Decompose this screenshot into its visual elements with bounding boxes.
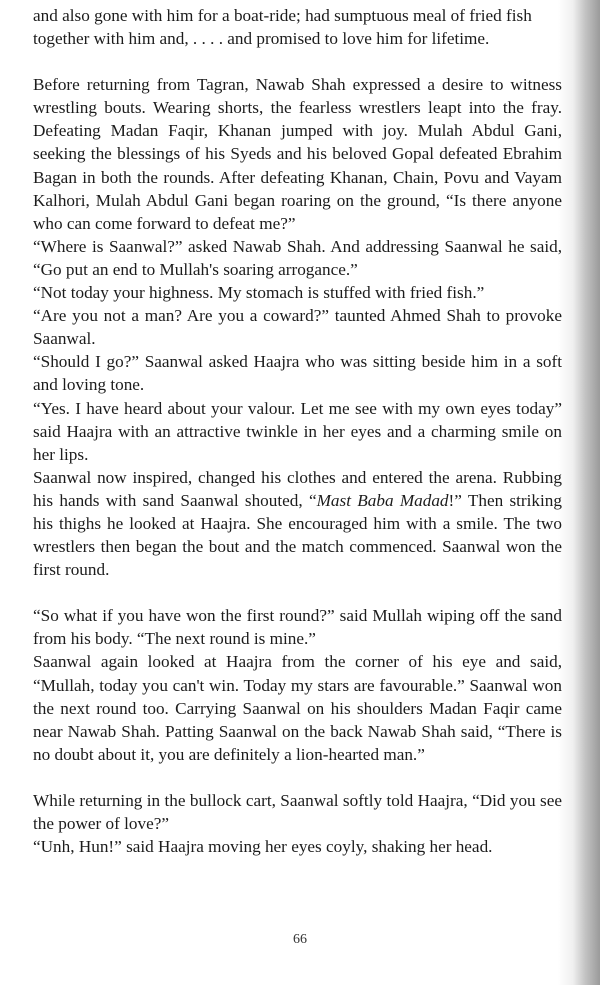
paragraph-8-start: Saanwal now inspired, changed his clothes and entered the arena. Rubbing his hands with sand Saanwal shouted, “ — [33, 467, 562, 510]
paragraph-8 — [33, 466, 562, 581]
paragraph-6: “Should I go?” Saanwal asked Haajra who was sitting beside him in a soft and loving tone. — [33, 352, 562, 395]
paragraph-7: “Yes. I have heard about your valour. Let me see with my own eyes today” said Haajra with an attractive twinkle in her eyes and a charming smile on her lips. — [33, 398, 562, 464]
paragraph-8-end: !” Then striking his thighs he looked at Haajra. She encouraged him with a smile. The two wrestlers then began the bout and the match commenced. Saanwal won the first round. — [33, 490, 562, 580]
paragraph-5: “Are you not a man? Are you a coward?” taunted Ahmed Shah to provoke Saanwal. — [33, 306, 562, 349]
paragraph-9: “So what if you have won the first round?” said Mullah wiping off the sand from his body. “The next round is mine.” — [33, 606, 562, 649]
paragraph-12: “Unh, Hun!” said Haajra moving her eyes coyly, shaking her head. — [33, 837, 493, 857]
paragraph-1: and also gone with him for a boat-ride; had sumptuous meal of fried fish together with him and, . . . . and promised to love him for lifetime. — [33, 6, 532, 49]
paragraph-3: “Where is Saanwal?” asked Nawab Shah. And addressing Saanwal he said, “Go put an end to Mullah's soaring arrogance.” — [33, 236, 562, 279]
paragraph-4: “Not today your highness. My stomach is stuffed with fried fish.” — [33, 283, 485, 303]
paragraph-2: Before returning from Tagran, Nawab Shah expressed a desire to witness wrestling bouts. Wearing shorts, the fearless wrestlers leapt into the fray. Defeating Madan Faqir, Khanan jumped with joy. Mulah Abdul Gani, seeking the blessings of his Syeds and his beloved Gopal defeated Ebrahim Bagan in both the rounds. After defeating Khanan, Chain, Povu and Vayam Kalhori, Mulah Abdul Gani began roaring on the ground, “Is there anyone who can come forward to defeat me?” — [33, 75, 562, 233]
italic-phrase: Mast Baba Madad — [316, 490, 449, 510]
paragraph-11: While returning in the bullock cart, Saanwal softly told Haajra, “Did you see the power of love?” — [33, 790, 562, 833]
paragraph-10: Saanwal again looked at Haajra from the corner of his eye and said, “Mullah, today you can't win. Today my stars are favourable.” Saanwal won the next round too. Carrying Saanwal on his shoulders Madan Faqir came near Nawab Shah. Patting Saanwal on the back Nawab Shah said, “There is no doubt about it, you are definitely a lion-hearted man.” — [33, 652, 562, 764]
page-number: 66 — [293, 932, 307, 947]
body-text — [33, 4, 562, 858]
